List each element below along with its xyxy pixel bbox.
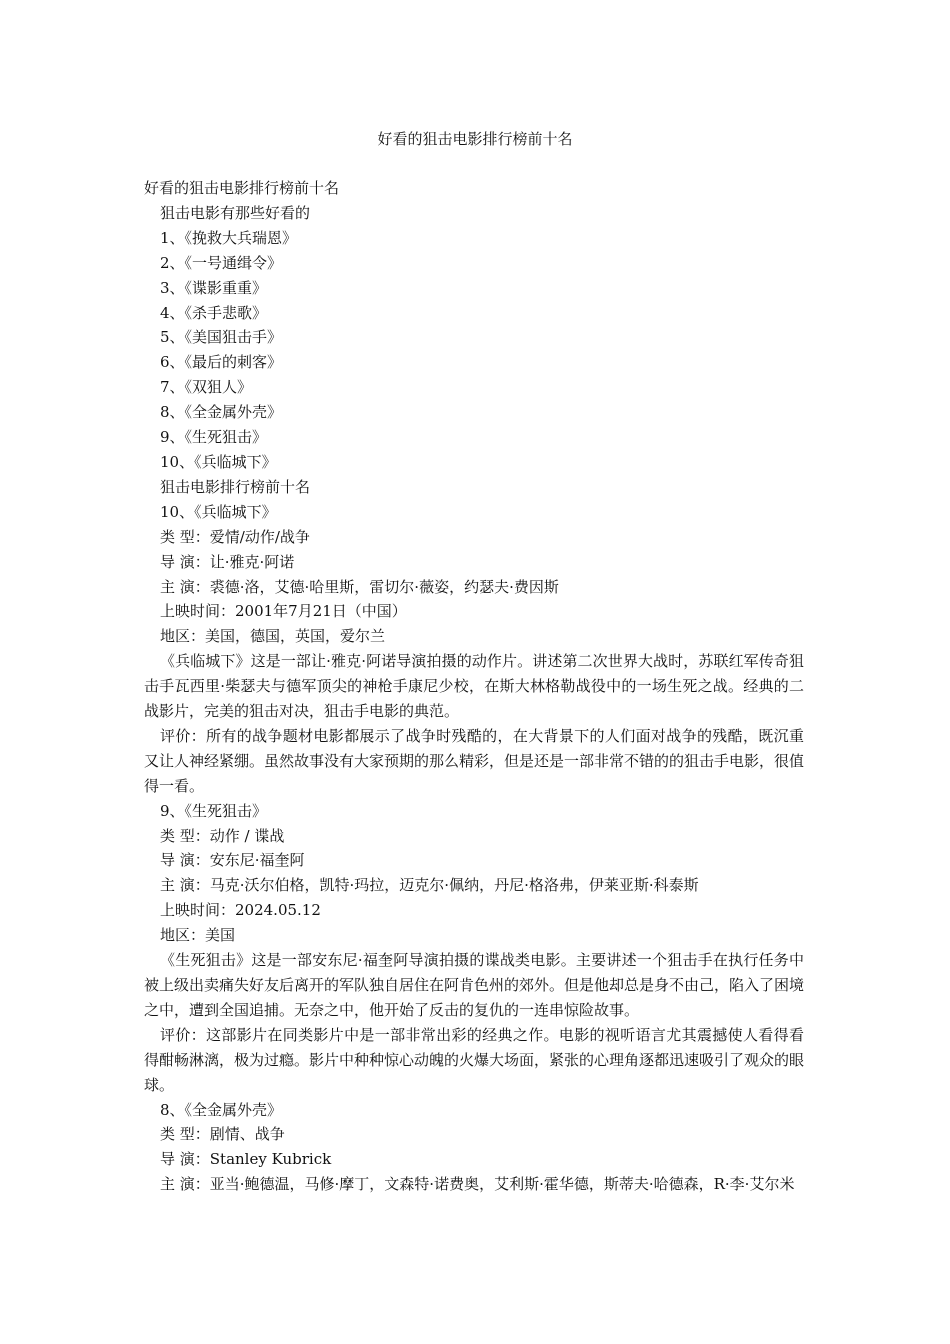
movie-cast: 主 演：马克·沃尔伯格，凯特·玛拉，迈克尔·佩纳，丹尼·格洛弗，伊莱亚斯·科泰斯 [160,876,699,895]
movie-director: 导 演：Stanley Kubrick [160,1150,332,1169]
movie-cast: 主 演：裘德·洛，艾德·哈里斯，雷切尔·薇姿，约瑟夫·费因斯 [160,577,559,596]
list-item: 8、《全金属外壳》 [160,403,283,422]
ranking-heading: 狙击电影排行榜前十名 [160,477,311,496]
movie-director: 导 演：安东尼·福奎阿 [160,851,305,870]
document-title: 好看的狙击电影排行榜前十名 [377,130,573,148]
list-item: 10、《兵临城下》 [160,452,277,471]
movie-rank-title: 9、《生死狙击》 [160,801,268,820]
movie-region: 地区：美国，德国，英国，爱尔兰 [160,627,386,646]
movie-region: 地区：美国 [160,926,236,945]
movie-genre: 类 型：动作 / 谍战 [160,826,285,845]
movie-genre: 类 型：剧情、战争 [160,1125,285,1144]
movie-review: 评价：所有的战争题材电影都展示了战争时残酷的，在大背景下的人们面对战争的残酷，既沉重又让人神经紧绷。虽然故事没有大家预期的那么精彩，但是还是一部非常不错的的狙击手电影，很值得一看。 [144,726,805,795]
movie-review: 评价：这部影片在同类影片中是一部非常出彩的经典之作。电影的视听语言尤其震撼使人看得看得酣畅淋漓，极为过瘾。影片中种种惊心动魄的火爆大场面，紧张的心理角逐都迅速吸引了观众的眼球。 [144,1025,805,1094]
document-heading: 好看的狙击电影排行榜前十名 [144,179,340,197]
movie-cast: 主 演：亚当·鲍德温，马修·摩丁，文森特·诺费奥，艾利斯·霍华德，斯蒂夫·哈德森，R·李·艾尔米 [160,1175,795,1194]
list-item: 7、《双狙人》 [160,378,253,397]
movie-rank-title: 8、《全金属外壳》 [160,1100,283,1119]
intro-line: 狙击电影有那些好看的 [160,203,311,222]
movie-synopsis: 《兵临城下》这是一部让·雅克·阿诺导演拍摄的动作片。讲述第二次世界大战时，苏联红军传奇狙击手瓦西里·柴瑟夫与德军顶尖的神枪手康尼少校，在斯大林格勒战役中的一场生死之战。经典的二战影片，完美的狙击对决，狙击手电影的典范。 [144,652,804,721]
document-body [144,176,804,1197]
movie-release: 上映时间：2001年7月21日（中国） [160,602,407,621]
list-item: 1、《挽救大兵瑞恩》 [160,228,298,247]
movie-synopsis: 《生死狙击》这是一部安东尼·福奎阿导演拍摄的谍战类电影。主要讲述一个狙击手在执行任务中被上级出卖痛失好友后离开的军队独自居住在阿肯色州的郊外。但是他却总是身不由己，陷入了困境之中，遭到全国追捕。无奈之中，他开始了反击的复仇的一连串惊险故事。 [144,951,805,1019]
movie-director: 导 演：让·雅克·阿诺 [160,552,295,571]
list-item: 6、《最后的刺客》 [160,353,283,372]
list-item: 4、《杀手悲歌》 [160,303,268,322]
list-item: 5、《美国狙击手》 [160,328,283,347]
list-item: 9、《生死狙击》 [160,428,268,447]
list-item: 3、《谍影重重》 [160,278,268,297]
movie-release: 上映时间：2024.05.12 [160,901,321,920]
movie-genre: 类 型：爱情/动作/战争 [160,527,310,546]
movie-rank-title: 10、《兵临城下》 [160,502,277,521]
list-item: 2、《一号通缉令》 [160,253,283,272]
